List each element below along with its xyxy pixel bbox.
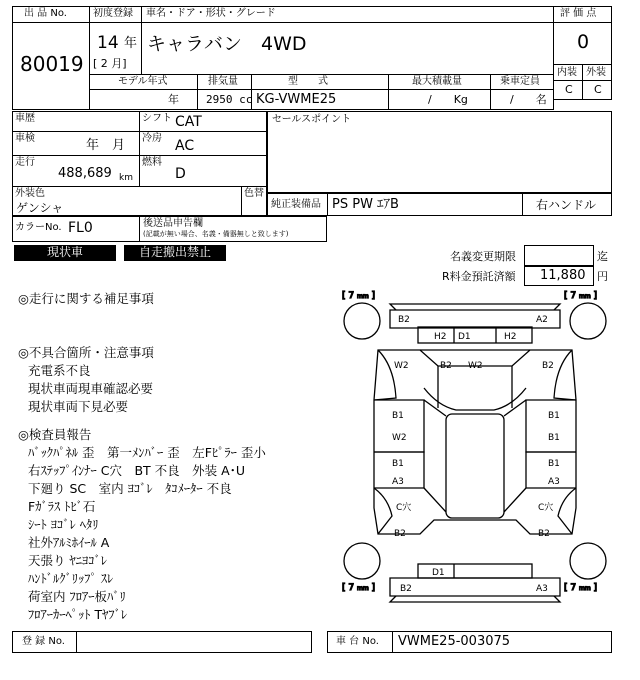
aftermarket-note: (記載が無い場合、名義・備器無しと致します): [143, 230, 289, 238]
chassis-number: VWME25-003075: [398, 634, 511, 649]
mark-left-door-front-2: W2: [392, 433, 407, 443]
driving-notes-title: ◎走行に関する補足事項: [18, 291, 154, 306]
tire-fl-label: [ 7 mm ]: [342, 291, 376, 301]
model-label: 型 式: [288, 76, 328, 87]
model-year-label: モデル年式: [118, 76, 168, 87]
model-year-unit: 年: [168, 93, 179, 106]
name-change-box: [524, 245, 594, 266]
shaken-value: 年 月: [86, 138, 126, 153]
recycle-value: 11,880: [540, 268, 586, 283]
wheel-rear-right: [570, 543, 606, 579]
name-change-label: 名義変更期限: [450, 250, 516, 263]
color-change-label: 色替: [244, 188, 264, 199]
interior-label: 内装: [557, 67, 577, 78]
grade-label: 評 価 点: [560, 8, 597, 19]
exterior-grade: C: [594, 83, 602, 96]
wheel-front-left: [344, 303, 380, 339]
mileage-value: 488,689: [58, 166, 112, 181]
recycle-label: R料金預託済額: [442, 270, 516, 283]
displacement-value: 2950 cc: [206, 93, 253, 106]
reg-no-label: 登 録 No.: [22, 636, 65, 647]
wheel-rear-left: [344, 543, 380, 579]
interior-grade: C: [565, 83, 573, 96]
car-name-label: 車名・ドア・形状・グレード: [146, 8, 276, 19]
jisou-badge: 自走搬出禁止: [124, 245, 226, 261]
inspector-item: ｼｰﾄ ﾖｺﾞﾚ ﾍﾀﾘ: [28, 517, 99, 532]
fuel-value: D: [175, 166, 186, 182]
color-label: 外装色: [15, 188, 45, 199]
mark-left-fender: W2: [394, 361, 409, 371]
car-damage-diagram: [338, 288, 612, 628]
inspector-item: 荷室内 ﾌﾛｱｰ板ﾊﾞﾘ: [28, 589, 126, 604]
mark-hood-right: W2: [468, 361, 483, 371]
mileage-label: 走行: [15, 157, 35, 168]
history-label: 車歴: [15, 113, 35, 124]
mark-left-door-rear-2: A3: [392, 477, 404, 487]
inspector-item: ﾊﾞｯｸﾊﾟﾈﾙ 歪 第一ﾒﾝﾊﾞｰ 歪 左Fﾋﾟﾗｰ 歪小: [28, 445, 266, 460]
tire-fr-label: [ 7 mm ]: [564, 291, 598, 301]
inspector-item: Fｶﾞﾗｽ ﾄﾋﾞ石: [28, 499, 96, 514]
mark-bumper-h2-right: H2: [504, 332, 517, 342]
max-load-value: / Kg: [428, 93, 468, 106]
aftermarket-label: 後送品申告欄: [143, 218, 203, 229]
equipment-value: PS PW ｴｱB: [332, 197, 399, 212]
lot-label: 出 品 No.: [24, 8, 67, 19]
genjo-badge: 現状車: [14, 245, 116, 261]
lot-number: 80019: [20, 52, 84, 76]
mileage-unit: km: [119, 173, 133, 183]
color-value: ゲンシャ: [16, 201, 64, 215]
wheel-front-right: [570, 303, 606, 339]
mark-rear-left: B2: [400, 584, 412, 594]
shift-label: シフト: [142, 113, 172, 124]
inspector-title: ◎検査員報告: [18, 427, 92, 442]
capacity-label: 乗車定員: [500, 76, 540, 87]
capacity-value: / 名: [510, 93, 547, 106]
mark-front-right: A2: [536, 315, 548, 325]
mark-left-door-front-1: B1: [392, 411, 404, 421]
inspector-item: ﾌﾛｱｰｶｰﾍﾟｯﾄ Tﾔﾌﾞﾚ: [28, 607, 128, 622]
handle-value: 右ハンドル: [536, 198, 597, 212]
notes-section: [18, 290, 328, 624]
color-no-label: カラーNo.: [15, 222, 62, 233]
mark-right-rear: B2: [538, 529, 550, 539]
mark-right-fender: B2: [542, 361, 554, 371]
inspector-item: 下廻り SC 室内 ﾖｺﾞﾚ ﾀｺﾒｰﾀｰ 不良: [28, 481, 232, 496]
mark-right-door-front-2: B1: [548, 433, 560, 443]
tire-rl-label: [ 7 mm ]: [342, 583, 376, 593]
inspector-item: 社外ｱﾙﾐﾎｲｰﾙ A: [28, 535, 110, 550]
mark-right-step: C穴: [538, 503, 554, 513]
mark-left-step: C穴: [396, 503, 412, 513]
mark-right-door-front-1: B1: [548, 411, 560, 421]
inspector-item: ﾊﾝﾄﾞﾙｸﾞﾘｯﾌﾟ ｽﾚ: [28, 571, 114, 586]
tire-rr-label: [ 7 mm ]: [564, 583, 598, 593]
mark-hood-left: B2: [440, 361, 452, 371]
front-bumper: [390, 310, 560, 328]
color-no-value: FL0: [68, 220, 93, 236]
mark-bumper-d1: D1: [458, 332, 471, 342]
inspector-item: 天張り ﾔﾆﾖｺﾞﾚ: [28, 553, 107, 568]
reg-month: [ 2 月]: [93, 57, 127, 70]
model-code: KG-VWME25: [256, 92, 337, 107]
name-change-unit: 迄: [597, 250, 608, 263]
first-reg-label: 初度登録: [93, 8, 133, 19]
chassis-label: 車 台 No.: [336, 636, 379, 647]
mark-front-left: B2: [398, 315, 410, 325]
defects-title: ◎不具合箇所・注意事項: [18, 345, 154, 360]
recycle-unit: 円: [597, 270, 608, 283]
defect-item: 充電系不良: [28, 363, 91, 378]
sales-point-label: セールスポイント: [272, 114, 352, 125]
mark-bumper-h2-left: H2: [434, 332, 447, 342]
ac-label: 冷房: [142, 133, 162, 144]
equipment-label: 純正装備品: [271, 199, 321, 210]
reg-year: 14: [97, 33, 119, 53]
defect-item: 現状車両現車確認必要: [28, 381, 154, 396]
grade-value: 0: [577, 31, 590, 53]
ac-value: AC: [175, 138, 195, 154]
mark-rear-d1: D1: [432, 568, 445, 578]
mark-right-door-rear-2: A3: [548, 477, 560, 487]
mark-left-rear: B2: [394, 529, 406, 539]
inspector-item: 右ｽﾃｯﾌﾟｲﾝﾅｰ C穴 BT 不良 外装 A･U: [28, 463, 246, 478]
reg-year-unit: 年: [124, 36, 138, 51]
max-load-label: 最大積載量: [412, 76, 462, 87]
car-name: キャラバン 4WD: [147, 33, 307, 55]
mark-rear-right: A3: [536, 584, 548, 594]
fuel-label: 燃料: [142, 157, 162, 168]
shaken-label: 車検: [15, 133, 35, 144]
mark-left-door-rear-1: B1: [392, 459, 404, 469]
displacement-label: 排気量: [208, 76, 238, 87]
mark-right-door-rear-1: B1: [548, 459, 560, 469]
shift-value: CAT: [175, 114, 202, 130]
exterior-label: 外装: [586, 67, 606, 78]
defect-item: 現状車両下見必要: [28, 399, 129, 414]
